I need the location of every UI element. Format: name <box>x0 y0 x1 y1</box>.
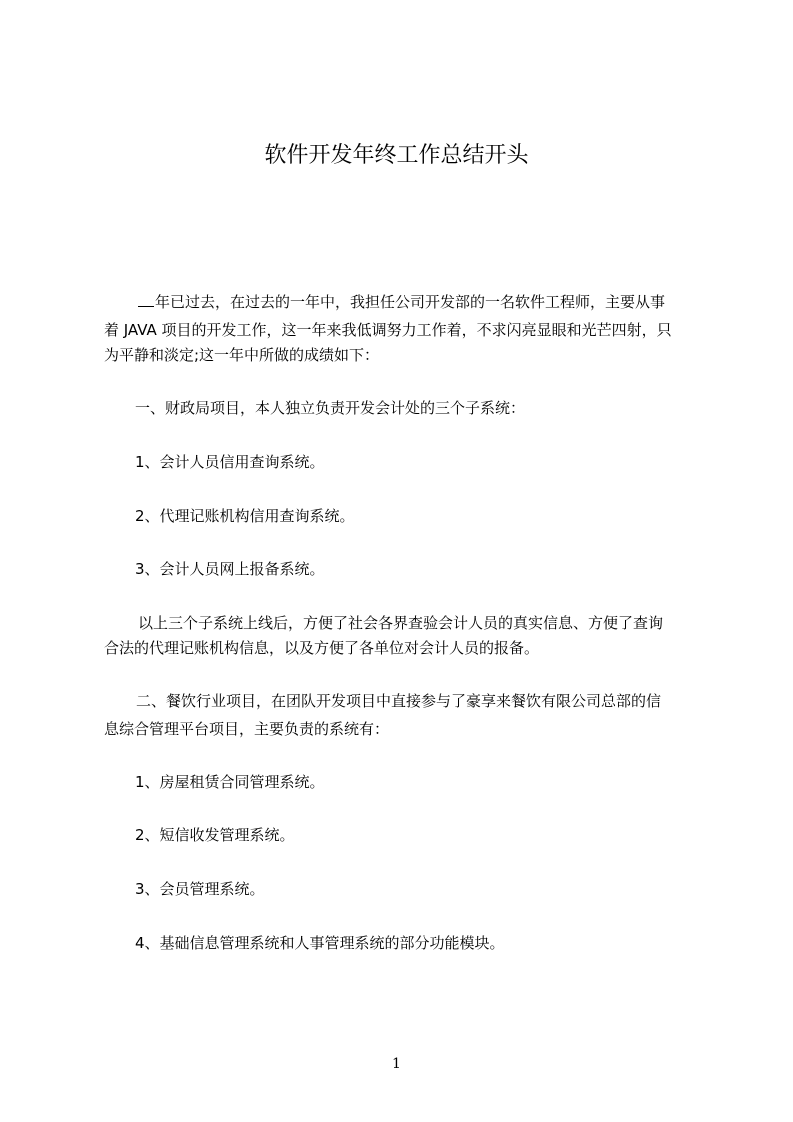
list-item-6: 3、会员管理系统。 <box>135 880 265 898</box>
paragraph-6-line-1: 以上三个子系统上线后，方便了社会各界查验会计人员的真实信息、方便了查询 <box>138 614 664 632</box>
page-number: 1 <box>392 1056 401 1072</box>
document-title: 软件开发年终工作总结开头 <box>264 143 529 168</box>
list-item-5: 2、短信收发管理系统。 <box>135 826 295 844</box>
list-item-3: 3、会计人员网上报备系统。 <box>135 560 325 578</box>
paragraph-7-line-2: 息综合管理平台项目，主要负责的系统有： <box>104 720 390 738</box>
paragraph-7-line-1: 二、餐饮行业项目，在团队开发项目中直接参与了豪享来餐饮有限公司总部的信 <box>136 692 662 710</box>
paragraph-1-line-2: 着 JAVA 项目的开发工作，这一年来我低调努力工作着，不求闪亮显眼和光芒四射，只 <box>104 321 672 339</box>
paragraph-6-line-2: 合法的代理记账机构信息，以及方便了各单位对会计人员的报备。 <box>104 639 540 657</box>
paragraph-2: 一、财政局项目，本人独立负责开发会计处的三个子系统： <box>135 399 526 417</box>
list-item-7: 4、基础信息管理系统和人事管理系统的部分功能模块。 <box>135 934 505 952</box>
list-item-2: 2、代理记账机构信用查询系统。 <box>135 507 355 525</box>
blank-underline <box>138 292 154 307</box>
list-item-1: 1、会计人员信用查询系统。 <box>135 453 325 471</box>
paragraph-1-line-3: 为平静和淡定;这一年中所做的成绩如下： <box>104 346 380 364</box>
list-item-4: 1、房屋租赁合同管理系统。 <box>135 773 325 791</box>
paragraph-1-line-1: 年已过去，在过去的一年中，我担任公司开发部的一名软件工程师，主要从事 <box>138 291 699 313</box>
